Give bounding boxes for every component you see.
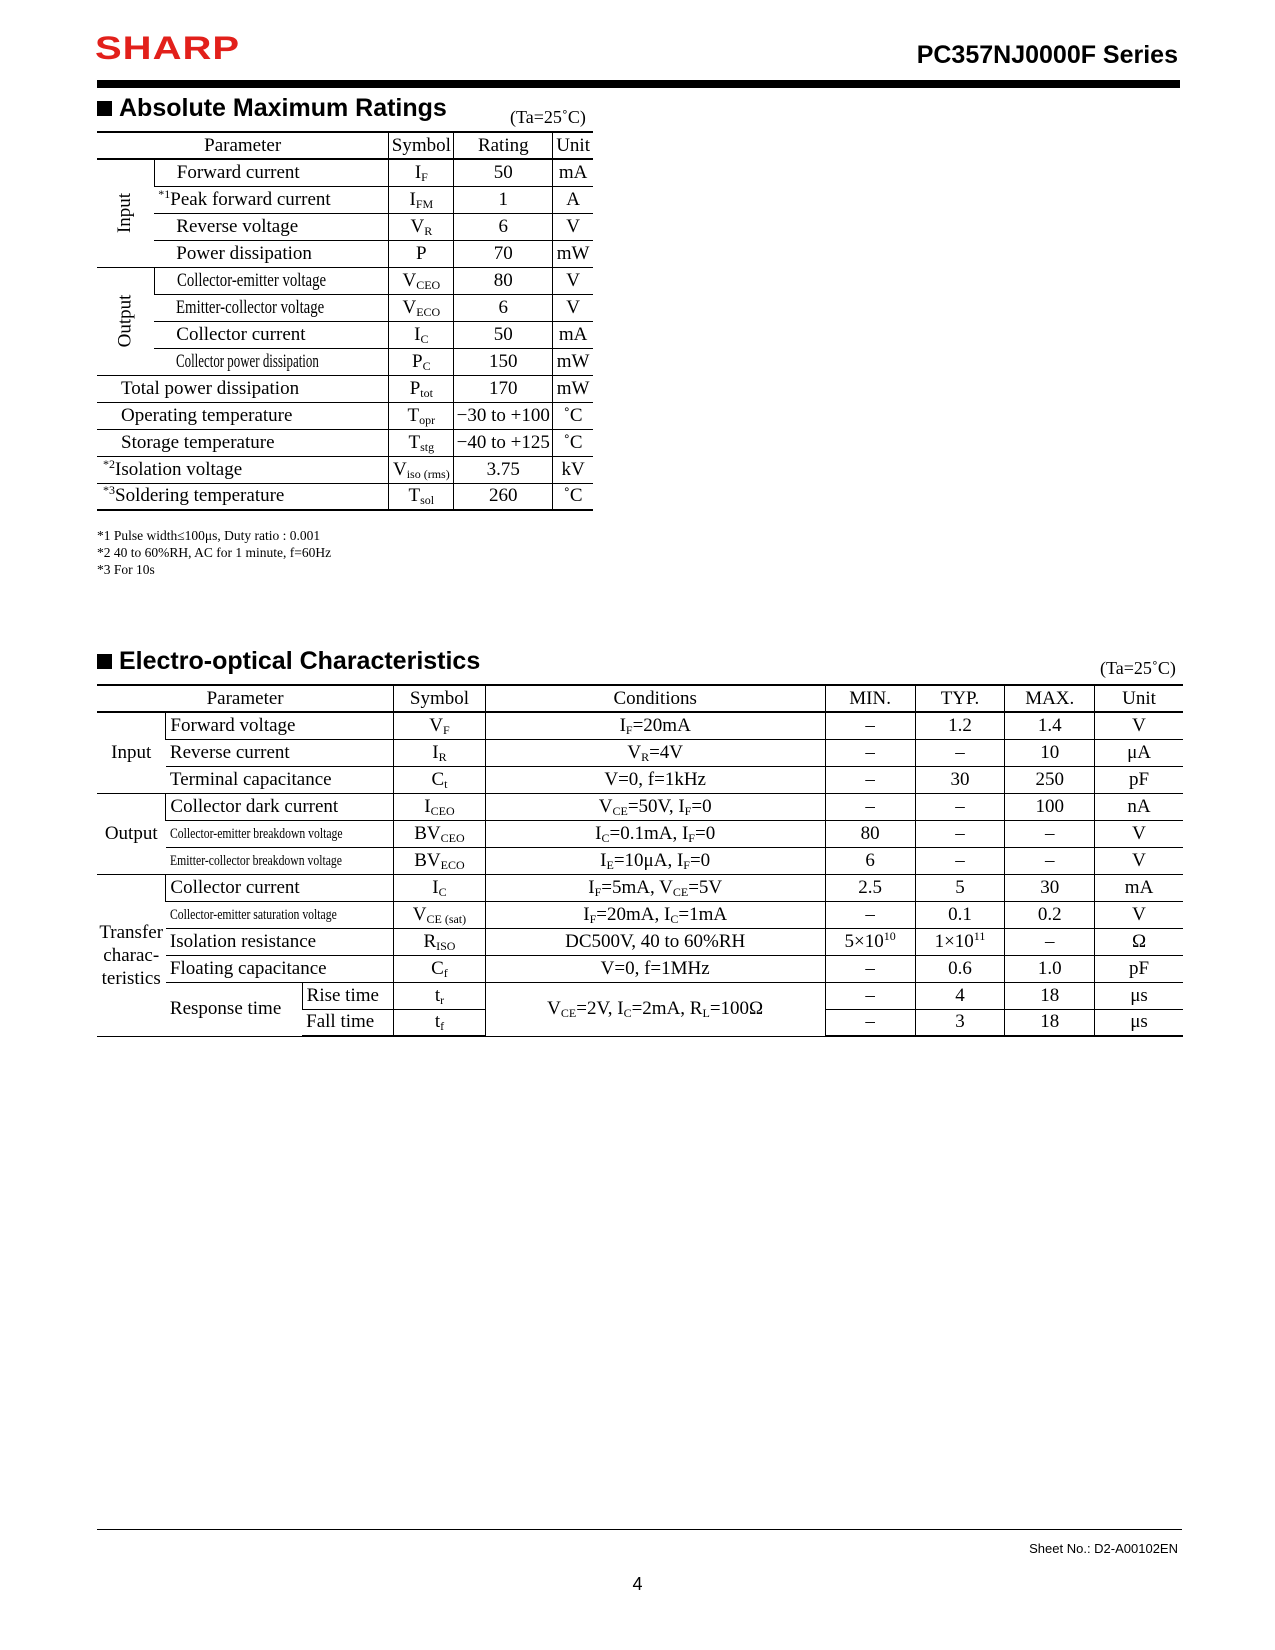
table-row [97,820,1183,847]
rating-cell: 6 [454,213,553,240]
symbol-cell: P [389,240,454,267]
amr-heading [97,93,447,123]
param-cell: Forward voltage [166,712,394,739]
conditions-cell: $I_F=5mA$, $V_{CE}=5V$ [485,874,825,901]
typ-cell: – [915,739,1005,766]
symbol-cell: $t_r$ [394,982,485,1009]
sheet-number: Sheet No.: D2-A00102EN [1029,1541,1178,1556]
amr-table [97,131,593,511]
rating-cell: −30 to +100 [454,402,553,429]
max-cell: 0.2 [1005,901,1095,928]
symbol-cell: $V_R$ [389,213,454,240]
table-row [97,159,593,186]
param-cell: Total power dissipation [97,375,389,402]
typ-cell: 4 [915,982,1005,1009]
amr-conditions: (Ta=25˚C) [510,107,586,127]
page-number: 4 [632,1574,643,1594]
eoc-h-min: MIN. [825,685,915,712]
min-cell: 80 [825,820,915,847]
param-cell: Operating temperature [97,402,389,429]
param-cell: Terminal capacitance [166,766,394,793]
unit-cell: mW [553,348,593,375]
typ-cell: $1\times 10^{11}$ [915,928,1005,955]
square-bullet-icon [97,654,112,669]
rating-cell: 150 [454,348,553,375]
param-cell: Collector-emitter voltage [154,267,389,294]
table-row [97,375,593,402]
footnote: *2 40 to 60%RH, AC for 1 minute, f=60Hz [97,545,332,560]
eoc-h-unit: Unit [1095,685,1183,712]
conditions-cell: $I_F=20mA$ [485,712,825,739]
eoc-group-input: Input [97,712,166,793]
response-time-label: Response time [166,982,302,1036]
eoc-title: Electro-optical Characteristics [119,647,481,675]
min-cell: – [825,739,915,766]
symbol-cell: $I_C$ [394,874,485,901]
symbol-cell: $I_R$ [394,739,485,766]
max-cell: 100 [1005,793,1095,820]
rating-cell: 260 [454,483,553,510]
param-cell: Power dissipation [154,240,389,267]
typ-cell: 30 [915,766,1005,793]
symbol-cell: $T_{stg}$ [389,429,454,456]
min-cell: – [825,1009,915,1036]
min-cell: – [825,955,915,982]
min-cell: $5\times 10^{10}$ [825,928,915,955]
rating-cell: −40 to +125 [454,429,553,456]
max-cell: – [1005,928,1095,955]
param-cell: $^{*2}$Isolation voltage [97,456,389,483]
eoc-heading [97,646,480,676]
table-row [97,928,1183,955]
conditions-cell: $V_{CE}=50V$, $I_F=0$ [485,793,825,820]
conditions-cell: $I_F=20mA$, $I_C=1mA$ [485,901,825,928]
table-row [97,456,593,483]
unit-cell: V [553,267,593,294]
conditions-cell: $I_E=10\mu A$, $I_F=0$ [485,847,825,874]
param-cell: Collector current [166,874,394,901]
typ-cell: 3 [915,1009,1005,1036]
eoc-group-transfer: Transfer charac- teristics [97,874,166,1036]
typ-cell: 0.1 [915,901,1005,928]
table-row [97,186,593,213]
symbol-cell: $T_{opr}$ [389,402,454,429]
symbol-cell: $C_t$ [394,766,485,793]
max-cell: 30 [1005,874,1095,901]
unit-cell: pF [1095,955,1183,982]
amr-h-symbol: Symbol [389,132,454,159]
param-cell: $^{*1}$Peak forward current [154,186,389,213]
table-row [97,213,593,240]
table-row [97,483,593,510]
table-row [97,429,593,456]
table-row [97,402,593,429]
eoc-header-row [97,685,1183,712]
param-cell: Isolation resistance [166,928,394,955]
conditions-cell: $V_R=4V$ [485,739,825,766]
param-cell: Reverse voltage [154,213,389,240]
table-row [97,267,593,294]
max-cell: – [1005,847,1095,874]
min-cell: – [825,793,915,820]
param-cell: Collector-emitter saturation voltage [166,901,394,928]
symbol-cell: $t_f$ [394,1009,485,1036]
symbol-cell: $V_F$ [394,712,485,739]
amr-group-input: Input [97,159,154,267]
min-cell: – [825,901,915,928]
unit-cell: pF [1095,766,1183,793]
table-row [97,901,1183,928]
unit-cell: ˚C [553,429,593,456]
param-cell: $^{*3}$Soldering temperature [97,483,389,510]
unit-cell: A [553,186,593,213]
conditions-cell: $I_C=0.1mA$, $I_F=0$ [485,820,825,847]
conditions-cell: V=0, f=1MHz [485,955,825,982]
symbol-cell: $V_{ECO}$ [389,294,454,321]
series-title: PC357NJ0000F Series [916,41,1178,69]
param-cell: Collector-emitter breakdown voltage [166,820,394,847]
param-cell: Floating capacitance [166,955,394,982]
param-cell: Collector current [154,321,389,348]
rating-cell: 70 [454,240,553,267]
eoc-h-typ: TYP. [915,685,1005,712]
min-cell: – [825,712,915,739]
amr-h-rating: Rating [454,132,553,159]
param-cell: Collector power dissipation [154,348,389,375]
symbol-cell: $BV_{ECO}$ [394,847,485,874]
typ-cell: 5 [915,874,1005,901]
typ-cell: 1.2 [915,712,1005,739]
unit-cell: μs [1095,1009,1183,1036]
conditions-cell: $V_{CE}=2V$, $I_C=2mA$, $R_L=100\Omega$ [485,982,825,1036]
unit-cell: V [553,294,593,321]
min-cell: 2.5 [825,874,915,901]
rating-cell: 170 [454,375,553,402]
unit-cell: ˚C [553,483,593,510]
param-cell: Storage temperature [97,429,389,456]
symbol-cell: $P_{tot}$ [389,375,454,402]
unit-cell: V [1095,820,1183,847]
typ-cell: – [915,820,1005,847]
unit-cell: mA [1095,874,1183,901]
typ-cell: – [915,847,1005,874]
rating-cell: 1 [454,186,553,213]
footer-rule [97,1529,1182,1530]
symbol-cell: $I_{CEO}$ [394,793,485,820]
rating-cell: 3.75 [454,456,553,483]
unit-cell: mA [553,159,593,186]
min-cell: – [825,766,915,793]
conditions-cell: DC500V, 40 to 60%RH [485,928,825,955]
table-row [97,739,1183,766]
symbol-cell: $P_C$ [389,348,454,375]
amr-title: Absolute Maximum Ratings [119,94,447,122]
param-cell: Emitter-collector voltage [154,294,389,321]
unit-cell: V [1095,901,1183,928]
header-rule [97,80,1180,88]
symbol-cell: $R_{ISO}$ [394,928,485,955]
eoc-h-symbol: Symbol [394,685,485,712]
typ-cell: – [915,793,1005,820]
max-cell: – [1005,820,1095,847]
eoc-h-conditions: Conditions [485,685,825,712]
rating-cell: 6 [454,294,553,321]
table-row [97,847,1183,874]
amr-group-output: Output [97,267,154,375]
param-cell: Collector dark current [166,793,394,820]
param-cell: Rise time [302,982,394,1009]
unit-cell: V [1095,712,1183,739]
rating-cell: 50 [454,159,553,186]
symbol-cell: $I_C$ [389,321,454,348]
symbol-cell: $BV_{CEO}$ [394,820,485,847]
param-cell: Reverse current [166,739,394,766]
min-cell: 6 [825,847,915,874]
table-row [97,294,593,321]
symbol-cell: $V_{CEO}$ [389,267,454,294]
unit-cell: V [1095,847,1183,874]
table-row [97,348,593,375]
table-row [97,955,1183,982]
param-cell: Fall time [302,1009,394,1036]
max-cell: 250 [1005,766,1095,793]
max-cell: 18 [1005,1009,1095,1036]
sharp-logo: SHARP [95,30,241,67]
rating-cell: 80 [454,267,553,294]
param-cell: Emitter-collector breakdown voltage [166,847,394,874]
min-cell: – [825,982,915,1009]
eoc-table [97,684,1183,1037]
conditions-cell: V=0, f=1kHz [485,766,825,793]
symbol-cell: $I_{FM}$ [389,186,454,213]
unit-cell: nA [1095,793,1183,820]
amr-footnotes [97,527,331,578]
max-cell: 1.0 [1005,955,1095,982]
symbol-cell: $C_f$ [394,955,485,982]
unit-cell: mW [553,375,593,402]
unit-cell: V [553,213,593,240]
amr-h-parameter: Parameter [97,132,389,159]
table-row [97,712,1183,739]
unit-cell: ˚C [553,402,593,429]
symbol-cell: $T_{sol}$ [389,483,454,510]
eoc-h-parameter: Parameter [97,685,394,712]
eoc-group-output: Output [97,793,166,874]
table-row [97,874,1183,901]
amr-h-unit: Unit [553,132,593,159]
eoc-conditions: (Ta=25˚C) [1100,658,1176,678]
table-row [97,793,1183,820]
param-cell: Forward current [154,159,389,186]
max-cell: 18 [1005,982,1095,1009]
amr-header-row [97,132,593,159]
unit-cell: μA [1095,739,1183,766]
typ-cell: 0.6 [915,955,1005,982]
symbol-cell: $I_F$ [389,159,454,186]
table-row [97,982,1183,1009]
footnote: *1 Pulse width≤100μs, Duty ratio : 0.001 [97,528,321,543]
unit-cell: kV [553,456,593,483]
table-row [97,321,593,348]
max-cell: 1.4 [1005,712,1095,739]
symbol-cell: $V_{iso (rms)}$ [389,456,454,483]
table-row [97,766,1183,793]
square-bullet-icon [97,101,112,116]
unit-cell: mW [553,240,593,267]
eoc-h-max: MAX. [1005,685,1095,712]
symbol-cell: $V_{CE (sat)}$ [394,901,485,928]
rating-cell: 50 [454,321,553,348]
unit-cell: mA [553,321,593,348]
unit-cell: Ω [1095,928,1183,955]
footnote: *3 For 10s [97,562,155,577]
unit-cell: μs [1095,982,1183,1009]
table-row [97,240,593,267]
max-cell: 10 [1005,739,1095,766]
